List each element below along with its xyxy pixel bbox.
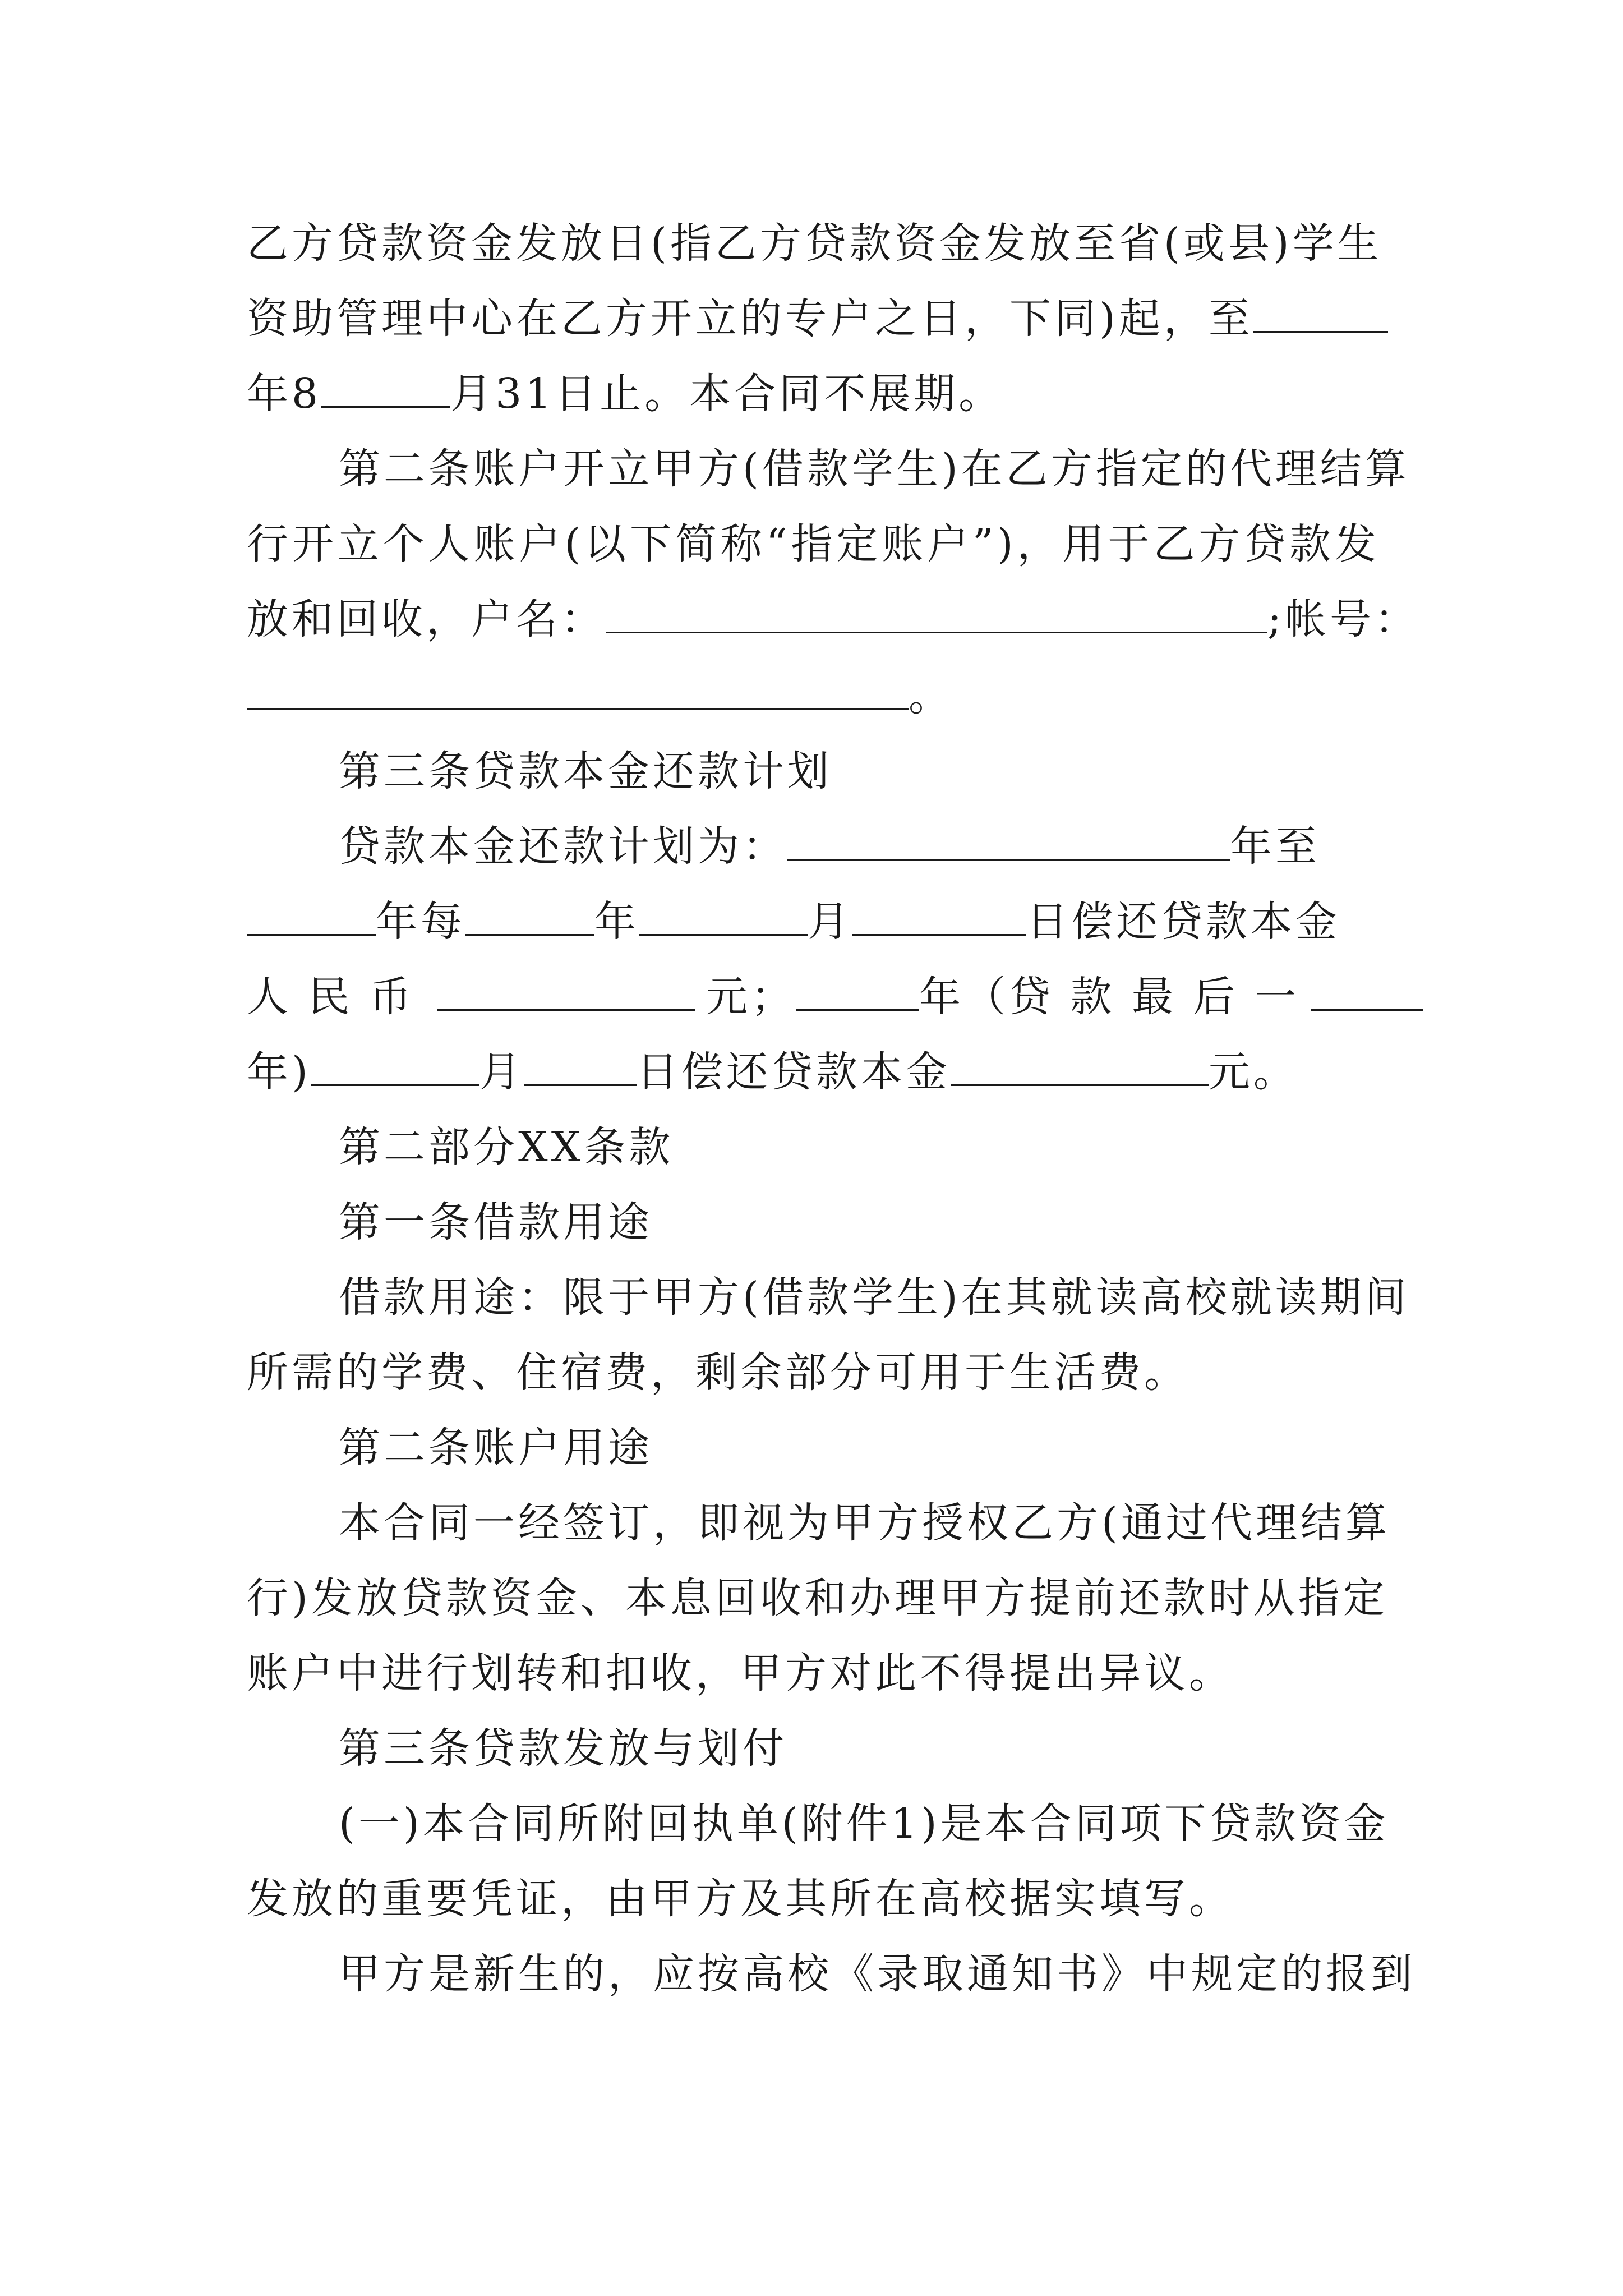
line-text: 第二条账户开立甲方(借款学生)在乙方指定的代理结算 xyxy=(339,445,1410,493)
line-text: 月31日止。本合同不展期。 xyxy=(450,370,1004,418)
line-text: ;帐号： xyxy=(1267,595,1419,643)
fill-blank xyxy=(852,895,1026,936)
text-line xyxy=(339,1793,1389,1855)
fill-blank xyxy=(247,669,909,710)
text-line xyxy=(339,816,1472,877)
line-text: 年 xyxy=(594,898,639,946)
text-line xyxy=(339,1943,1415,2005)
fill-blank xyxy=(524,1045,637,1086)
text-line xyxy=(247,213,1380,274)
fill-blank xyxy=(639,895,808,936)
text-line xyxy=(339,740,1472,802)
text-line xyxy=(247,1642,1380,1704)
fill-blank xyxy=(465,895,594,936)
line-text: 年8 xyxy=(247,370,322,418)
line-text: 年（贷 款 最 后 一 xyxy=(919,973,1300,1021)
text-line xyxy=(247,891,1380,953)
line-text: 年每 xyxy=(376,898,465,946)
fill-blank xyxy=(1311,970,1423,1011)
text-line xyxy=(247,513,1380,575)
text-line xyxy=(339,1267,1410,1328)
line-text: 第三条贷款发放与划付 xyxy=(339,1724,787,1773)
fill-blank xyxy=(606,592,1267,633)
text-line xyxy=(247,1342,1380,1404)
section-heading xyxy=(339,1116,1472,1178)
text-line xyxy=(247,1041,1380,1103)
line-text: 年至 xyxy=(1230,822,1320,871)
line-text: 账户中进行划转和扣收，甲方对此不得提出异议。 xyxy=(247,1649,1234,1697)
text-line xyxy=(247,966,1380,1028)
line-text: 甲方是新生的，应按高校《录取通知书》中规定的报到 xyxy=(339,1950,1415,1998)
fill-blank xyxy=(247,895,376,936)
text-line xyxy=(339,1492,1390,1554)
fill-blank xyxy=(437,970,695,1011)
fill-blank xyxy=(321,367,450,408)
line-text: 本合同一经签订，即视为甲方授权乙方(通过代理结算 xyxy=(339,1499,1390,1547)
text-line xyxy=(247,588,1419,650)
line-text: 元。 xyxy=(1208,1048,1298,1096)
line-text: 第三条贷款本金还款计划 xyxy=(339,747,832,795)
text-line xyxy=(247,363,1380,425)
line-text: 资助管理中心在乙方开立的专户之日，下同)起，至 xyxy=(247,295,1253,343)
fill-blank xyxy=(787,820,1230,861)
line-text: 人 民 币 xyxy=(247,973,415,1021)
line-text: 月 xyxy=(479,1048,524,1096)
fill-blank xyxy=(1253,292,1388,333)
line-text: 第二部分XX条款 xyxy=(339,1123,674,1171)
line-text: 年) xyxy=(247,1048,311,1096)
text-line xyxy=(247,665,1380,727)
line-text: 元； xyxy=(706,973,796,1021)
line-text: 行开立个人账户(以下简称“指定账户”)，用于乙方贷款发 xyxy=(247,520,1380,568)
line-text: 第一条借款用途 xyxy=(339,1198,653,1246)
text-line xyxy=(247,288,1380,349)
clause-heading xyxy=(339,1417,1472,1479)
text-line xyxy=(247,1868,1380,1930)
line-text: 日偿还贷款本金 xyxy=(636,1048,951,1096)
line-text: 放和回收，户名： xyxy=(247,595,606,643)
line-text: 行)发放贷款资金、本息回收和办理甲方提前还款时从指定 xyxy=(247,1574,1388,1622)
line-text: 月 xyxy=(808,898,852,946)
text-line xyxy=(339,438,1410,500)
line-text: 借款用途：限于甲方(借款学生)在其就读高校就读期间 xyxy=(339,1273,1410,1322)
fill-blank xyxy=(311,1045,479,1086)
fill-blank xyxy=(796,970,919,1011)
line-text: 第二条账户用途 xyxy=(339,1424,653,1472)
fill-blank xyxy=(951,1045,1209,1086)
line-text: 发放的重要凭证，由甲方及其所在高校据实填写。 xyxy=(247,1875,1234,1923)
clause-heading xyxy=(339,1718,1472,1779)
line-text: 所需的学费、住宿费，剩余部分可用于生活费。 xyxy=(247,1349,1189,1397)
line-text: 贷款本金还款计划为： xyxy=(339,822,787,871)
text-line xyxy=(247,1567,1388,1629)
clause-heading xyxy=(339,1191,1472,1253)
line-text: 。 xyxy=(909,672,953,720)
line-text: 乙方贷款资金发放日(指乙方贷款资金发放至省(或县)学生 xyxy=(247,219,1382,268)
line-text: 日偿还贷款本金 xyxy=(1026,898,1340,946)
line-text: (一)本合同所附回执单(附件1)是本合同项下贷款资金 xyxy=(339,1800,1389,1848)
